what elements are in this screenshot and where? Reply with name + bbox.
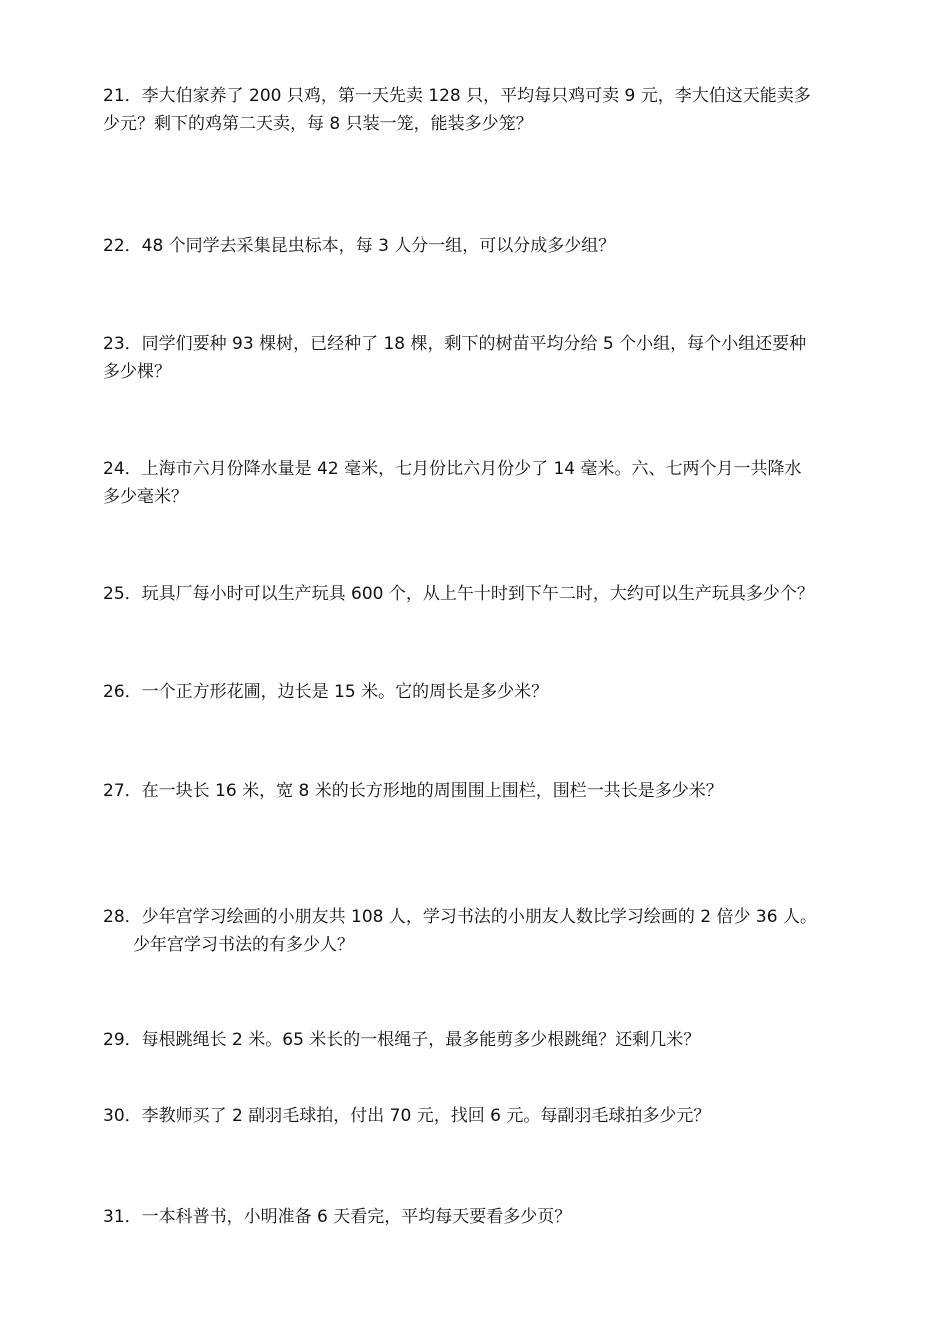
question-line: 多少毫米？ [103,487,188,507]
question-line: 30．李教师买了 2 副羽毛球拍，付出 70 元，找回 6 元。每副羽毛球拍多少元？ [103,1106,711,1126]
question-line: 少年宫学习书法的有多少人？ [133,935,354,955]
question-line: 29．每根跳绳长 2 米。65 米长的一根绳子，最多能剪多少根跳绳？还剩几米？ [103,1030,701,1050]
question-22 [103,232,893,260]
question-line: 26．一个正方形花圃，边长是 15 米。它的周长是多少米？ [103,682,549,702]
question-line: 多少棵？ [103,362,171,382]
question-31 [103,1203,893,1231]
question-23 [103,330,893,386]
question-29 [103,1026,893,1054]
question-line: 22．48 个同学去采集昆虫标本，每 3 人分一组，可以分成多少组？ [103,236,616,256]
question-27 [103,777,893,805]
question-line: 21．李大伯家养了 200 只鸡，第一天先卖 128 只，平均每只鸡可卖 9 元，李大伯这天能卖多 [103,86,811,106]
question-line: 23．同学们要种 93 棵树，已经种了 18 棵，剩下的树苗平均分给 5 个小组，每个小组还要种 [103,334,807,354]
question-28 [103,903,893,959]
question-line: 28．少年宫学习绘画的小朋友共 108 人，学习书法的小朋友人数比学习绘画的 2 倍少 36 人。 [103,907,817,927]
question-24 [103,455,893,511]
question-line: 25．玩具厂每小时可以生产玩具 600 个，从上午十时到下午二时，大约可以生产玩具多少个？ [103,584,814,604]
question-21 [103,82,893,138]
question-25 [103,580,893,608]
question-line: 24．上海市六月份降水量是 42 毫米，七月份比六月份少了 14 毫米。六、七两个月一共降水 [103,459,802,479]
question-line: 27．在一块长 16 米，宽 8 米的长方形地的周围围上围栏，围栏一共长是多少米？ [103,781,723,801]
question-26 [103,678,893,706]
question-30 [103,1102,893,1130]
question-line: 少元？剩下的鸡第二天卖，每 8 只装一笼，能装多少笼？ [103,114,533,134]
question-line: 31．一本科普书，小明准备 6 天看完，平均每天要看多少页？ [103,1207,572,1227]
